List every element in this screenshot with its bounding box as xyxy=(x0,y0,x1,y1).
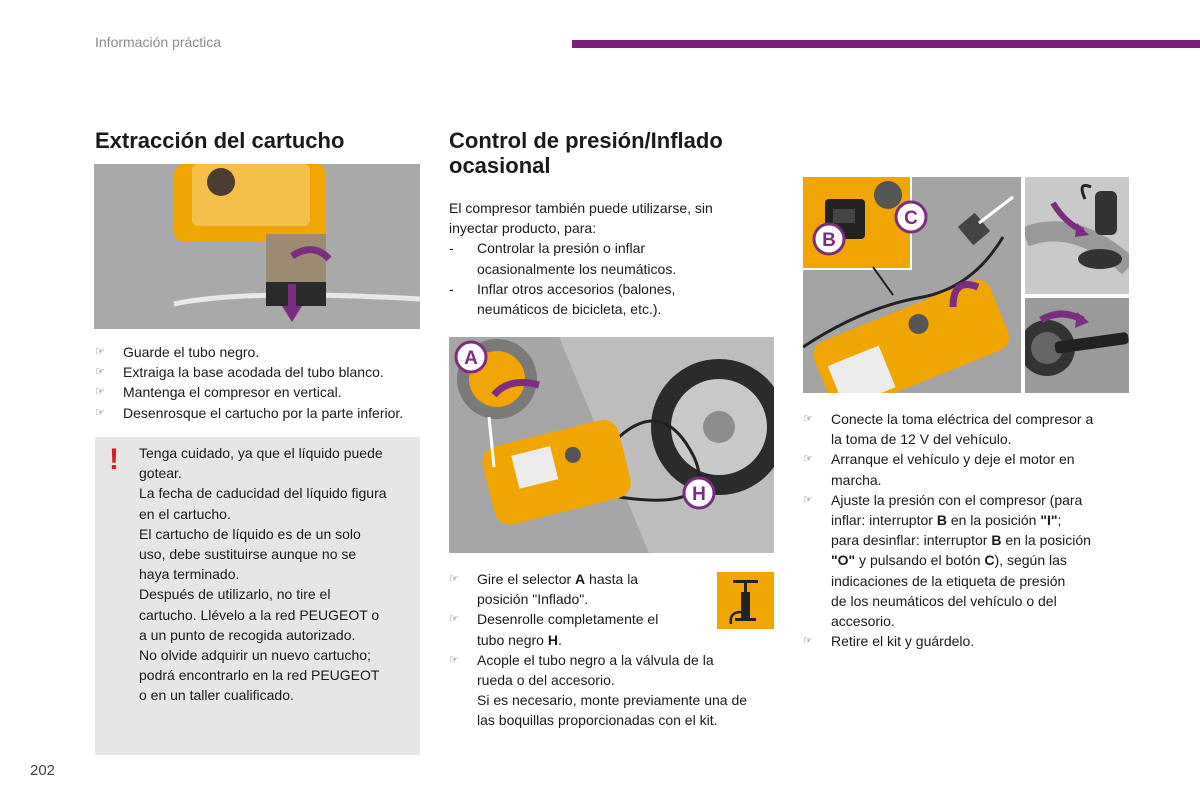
ignition-key-illustration xyxy=(1025,298,1129,393)
socket-plug-illustration xyxy=(1025,177,1129,294)
list-item: - Controlar la presión o inflar ocasionalmente los neumáticos. xyxy=(449,240,677,277)
pointing-hand-icon: ☞ xyxy=(449,573,459,585)
page-number: 202 xyxy=(30,762,56,779)
inflation-step: ☞ Arranque el vehículo y deje el motor en marcha. xyxy=(803,451,1075,488)
compressor-wheel-illustration xyxy=(449,337,774,553)
pointing-hand-icon: ☞ xyxy=(449,653,459,666)
callout-label-a: A xyxy=(464,348,478,369)
cartridge-step: ☞ Mantenga el compresor en vertical. xyxy=(95,382,425,402)
cartridge-step: ☞ Desenrosque el cartucho por la parte inferior. xyxy=(95,403,425,423)
inflation-step: ☞ Retire el kit y guárdelo. xyxy=(803,631,1133,651)
list-item: - Inflar otros accesorios (balones, neumáticos de bicicleta, etc.). xyxy=(449,280,676,318)
pointing-hand-icon: ☞ xyxy=(449,613,459,626)
pointing-hand-icon: ☞ xyxy=(803,635,813,648)
pointing-hand-icon: ☞ xyxy=(803,413,813,425)
callout-label-c: C xyxy=(904,208,918,229)
tire-pump-icon xyxy=(717,572,774,629)
inflation-title: Control de presión/Inflado ocasional xyxy=(449,128,723,178)
cartridge-step: ☞ Extraiga la base acodada del tubo blanco. xyxy=(95,362,425,382)
pointing-hand-icon: ☞ xyxy=(95,386,105,399)
warning-box xyxy=(95,437,420,755)
inflation-step: ☞ Ajuste la presión con el compresor (para inflar: interruptor B en la posición "I"; para desinflar: interruptor B en la posición "O" y pulsando el botón C), según las indicaciones de la etiqueta de presión de los neumáticos del vehículo o del accesorio. xyxy=(803,491,1091,630)
callout-label-b: B xyxy=(822,230,836,251)
header-accent-bar xyxy=(572,40,1200,48)
inflation-step: ☞ Desenrolle completamente el tubo negro H. xyxy=(449,611,659,648)
pointing-hand-icon: ☞ xyxy=(803,493,813,506)
pointing-hand-icon: ☞ xyxy=(95,346,105,358)
power-socket-illustration xyxy=(803,177,1021,393)
section-label: Información práctica xyxy=(95,34,222,50)
warning-exclamation-icon: ! xyxy=(109,443,119,476)
warning-text: Tenga cuidado, ya que el líquido puede gotear. La fecha de caducidad del líquido figura en el cartucho. El cartucho de líquido es de un solo uso, debe sustituirse aunque no se haya terminado. Después de utilizarlo, no tire el cartucho. Llévelo a la red PEUGEOT o a un punto de recogida autorizado. No olvide adquirir un nuevo cartucho; podrá encontrarlo en la red PEUGEOT o en un taller cualificado. xyxy=(139,445,387,704)
pointing-hand-icon: ☞ xyxy=(95,406,105,419)
inflation-intro: El compresor también puede utilizarse, sin inyectar producto, para: - Controlar la presión o inflar ocasionalmente los neumáticos. - Inflar otros accesorios (balones, neumáticos de bicicleta, etc.). xyxy=(449,198,779,319)
pointing-hand-icon: ☞ xyxy=(95,366,105,379)
callout-label-h: H xyxy=(692,484,706,505)
cartridge-illustration xyxy=(94,164,420,329)
cartridge-title: Extracción del cartucho xyxy=(95,128,345,153)
cartridge-step: ☞ Guarde el tubo negro. xyxy=(95,342,425,362)
inflation-step: ☞ Conecte la toma eléctrica del compresor a la toma de 12 V del vehículo. xyxy=(803,411,1094,448)
inflation-step: ☞ Gire el selector A hasta la posición "Inflado". xyxy=(449,571,639,608)
inflation-step: ☞ Acople el tubo negro a la válvula de la rueda o del accesorio. Si es necesario, monte previamente una de las boquillas proporcionadas con el kit. xyxy=(449,651,748,729)
pointing-hand-icon: ☞ xyxy=(803,453,813,466)
